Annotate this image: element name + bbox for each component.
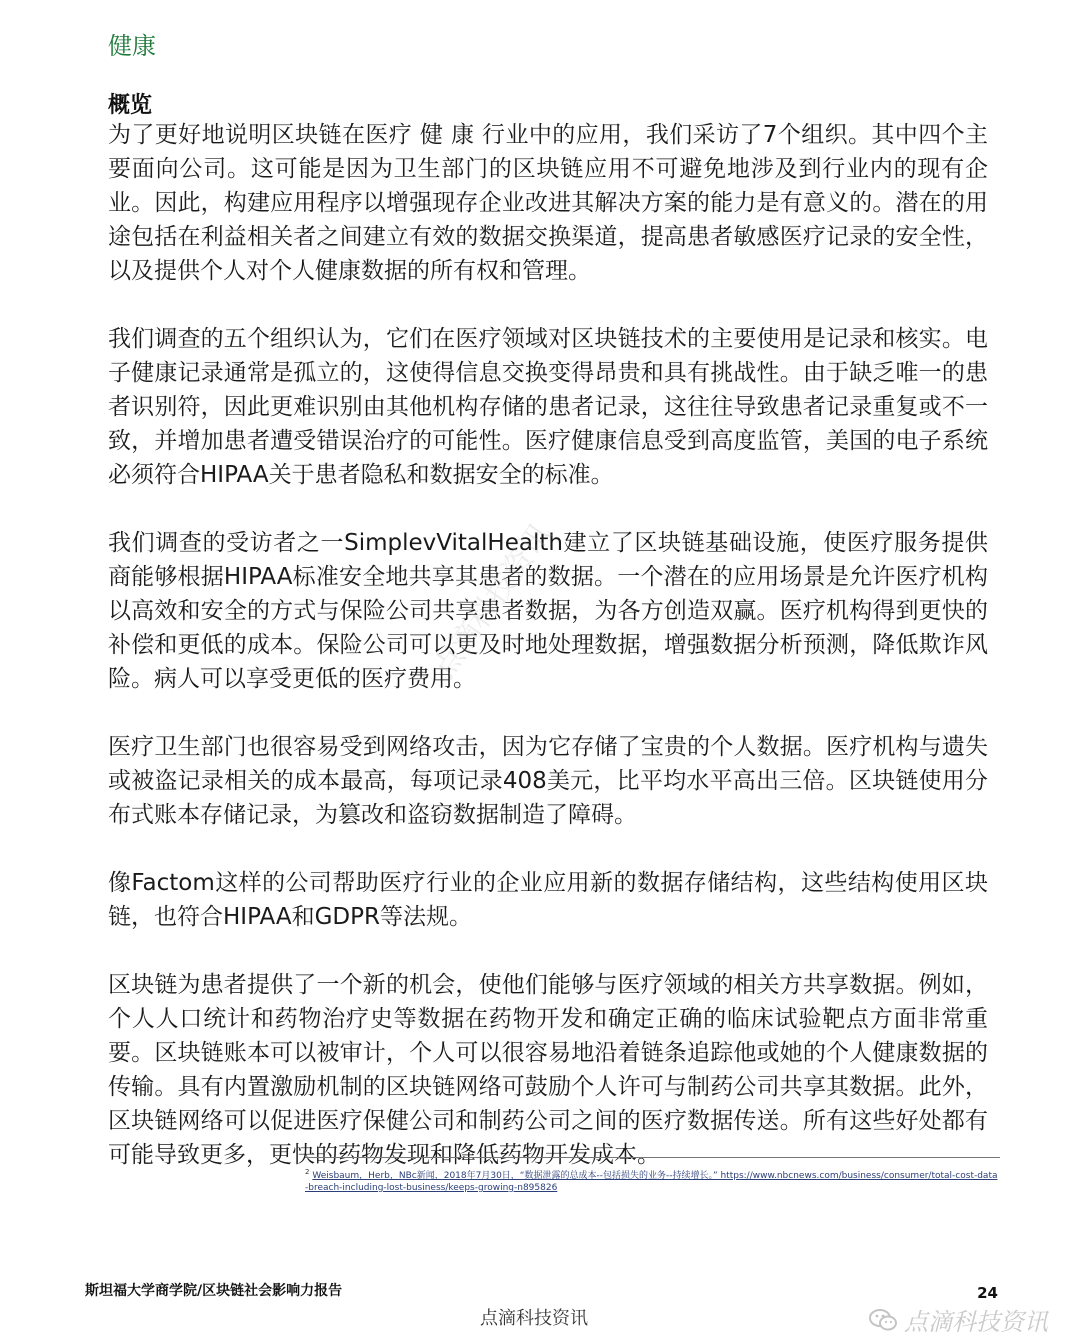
footer-organization: 斯坦福大学商学院/区块链社会影响力报告 (85, 1283, 343, 1299)
footnote-marker: 2 (305, 1168, 310, 1176)
section-title: 健康 (108, 32, 156, 60)
page-number: 24 (977, 1284, 998, 1302)
paragraph-1: 为了更好地说明区块链在医疗 健 康 行业中的应用，我们采访了7个组织。其中四个主要面向公司。这可能是因为卫生部门的区块链应用不可避免地涉及到行业内的现有企业。因此，构建应用程序以增强现存企业改进其解决方案的能力是有意义的。潜在的用途包括在利益相关者之间建立有效的数据交换渠道，提高患者敏感医疗记录的安全性，以及提供个人对个人健康数据的所有权和管理。 (108, 122, 988, 284)
footnote-link[interactable]: Weisbaum，Herb，NBc新闻，2018年7月30日，“数据泄露的总成本--包括损失的业务--持续增长。” https://www.nbcnews.com/business/consumer/total-cost-data-breach-including-lost-business/keeps-growing-n895826 (305, 1171, 998, 1193)
paragraph-5: 像Factom这样的公司帮助医疗行业的企业应用新的数据存储结构，这些结构使用区块链，也符合HIPAA和GDPR等法规。 (108, 870, 988, 930)
paragraph-2: 我们调查的五个组织认为，它们在医疗领域对区块链技术的主要使用是记录和核实。电子健康记录通常是孤立的，这使得信息交换变得昂贵和具有挑战性。由于缺乏唯一的患者识别符，因此更难识别由其他机构存储的患者记录，这往往导致患者记录重复或不一致，并增加患者遭受错误治疗的可能性。医疗健康信息受到高度监管，美国的电子系统必须符合HIPAA关于患者隐私和数据安全的标准。 (108, 326, 988, 488)
footnote (305, 1166, 1000, 1194)
overview-heading: 概览 (108, 93, 153, 118)
footnote-divider (305, 1157, 1000, 1158)
paragraph-4: 医疗卫生部门也很容易受到网络攻击，因为它存储了宝贵的个人数据。医疗机构与遗失或被盗记录相关的成本最高，每项记录408美元，比平均水平高出三倍。区块链使用分布式账本存储记录，为篡改和盗窃数据制造了障碍。 (108, 734, 988, 828)
wechat-brand (868, 1302, 1048, 1337)
bottom-watermark: 点滴科技资讯 (480, 1308, 588, 1329)
paragraph-3: 我们调查的受访者之一SimplevVitalHealth建立了区块链基础设施，使医疗服务提供商能够根据HIPAA标准安全地共享其患者的数据。一个潜在的应用场景是允许医疗机构以高效和安全的方式与保险公司共享患者数据，为各方创造双赢。医疗机构得到更快的补偿和更低的成本。保险公司可以更及时地处理数据，增强数据分析预测，降低欺诈风险。病人可以享受更低的医疗费用。 (108, 530, 988, 692)
article-body (108, 118, 988, 1206)
paragraph-6: 区块链为患者提供了一个新的机会，使他们能够与医疗领域的相关方共享数据。例如，个人人口统计和药物治疗史等数据在药物开发和确定正确的临床试验靶点方面非常重要。区块链账本可以被审计，个人可以很容易地沿着链条追踪他或她的个人健康数据的传输。具有内置激励机制的区块链网络可鼓励个人许可与制药公司共享其数据。此外，区块链网络可以促进医疗保健公司和制药公司之间的医疗数据传送。所有这些好处都有可能导致更多，更快的药物发现和降低药物开发成本。 (108, 972, 988, 1168)
diagonal-watermark: 点滴科技资讯 (426, 517, 559, 685)
wechat-brand-text: 点滴科技资讯 (904, 1308, 1048, 1336)
wechat-icon (868, 1307, 898, 1333)
